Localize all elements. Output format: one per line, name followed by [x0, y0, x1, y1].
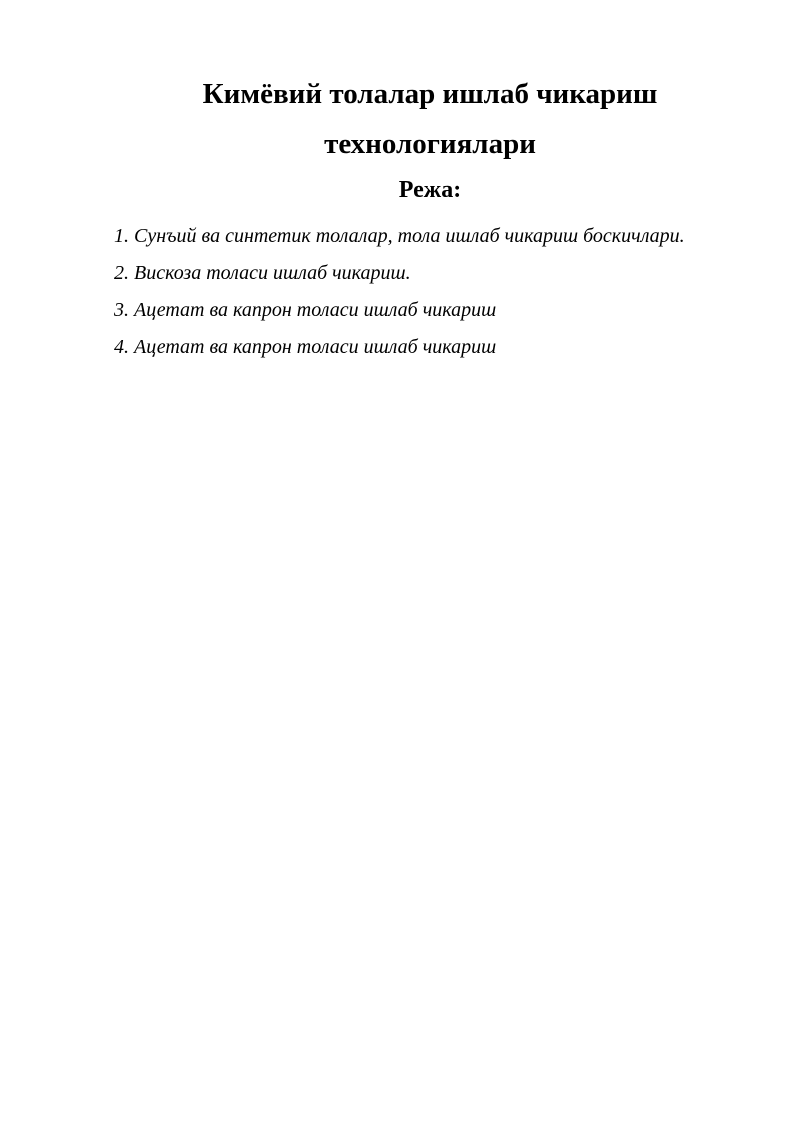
plan-heading: Режа:	[398, 177, 462, 203]
plan-item-1	[114, 224, 685, 248]
plan-item-number: 3.	[114, 299, 129, 321]
plan-item-text: Сунъий ва синтетик толалар, тола ишлаб чикариш боскичлари.	[134, 225, 685, 247]
plan-item-number: 2.	[114, 262, 129, 284]
plan-item-2	[114, 261, 685, 285]
plan-item-text: Вискоза толаси ишлаб чикариш.	[134, 262, 411, 284]
plan-item-4	[114, 335, 685, 359]
page-title-line-2: технологиялари	[324, 128, 536, 160]
plan-item-text: Ацетат ва капрон толаси ишлаб чикариш	[134, 299, 497, 321]
plan-item-3	[114, 298, 685, 322]
plan-item-text: Ацетат ва капрон толаси ишлаб чикариш	[134, 336, 497, 358]
plan-item-number: 1.	[114, 225, 129, 247]
page-title-line-1: Кимёвий толалар ишлаб чикариш	[202, 78, 658, 110]
plan-item-number: 4.	[114, 336, 129, 358]
plan-list	[114, 224, 685, 372]
